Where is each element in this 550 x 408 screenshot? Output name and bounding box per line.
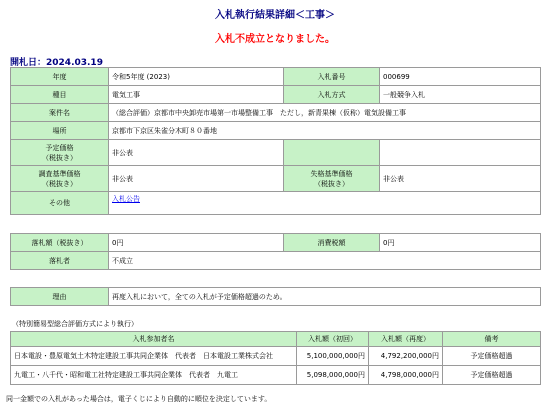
result-table <box>10 233 541 270</box>
reason-label: 理由 <box>11 288 109 306</box>
category-label: 種目 <box>11 86 109 104</box>
project-value: （総合評価）京都市中央卸売市場第一市場整備工事 ただし，新青果棟（仮称）電気設備工事 <box>109 104 541 122</box>
planned-price-label <box>11 140 109 166</box>
row-planned-price <box>11 140 541 166</box>
year-label: 年度 <box>11 68 109 86</box>
col-second-bid: 入札額（再度） <box>369 332 443 347</box>
col-remarks: 備考 <box>443 332 541 347</box>
survey-price-label-line1: 調査基準価格 <box>38 169 81 178</box>
other-value <box>109 192 541 215</box>
bidders-header-row <box>11 332 541 347</box>
row-year <box>11 68 541 86</box>
empty-value-cell <box>380 140 541 166</box>
award-amount-label: 落札額（税抜き） <box>11 234 109 252</box>
bid-first: 5,098,000,000円 <box>297 366 369 385</box>
project-label: 案件名 <box>11 104 109 122</box>
fail-price-label-line2: （税抜き） <box>314 179 349 188</box>
method-label: 入札方式 <box>284 86 380 104</box>
bidder-name: 日本電設・豊原電気土木特定建設工事共同企業体 代表者 日本電設工業株式会社 <box>11 347 297 366</box>
row-winner <box>11 252 541 270</box>
location-value: 京都市下京区朱雀分木町８０番地 <box>109 122 541 140</box>
bid-first: 5,100,000,000円 <box>297 347 369 366</box>
location-label: 場所 <box>11 122 109 140</box>
col-bidder-name: 入札参加者名 <box>11 332 297 347</box>
notice-link[interactable]: 入札公告 <box>112 195 140 203</box>
category-value: 電気工事 <box>109 86 284 104</box>
open-date-label: 開札日： <box>10 58 47 68</box>
planned-price-value: 非公表 <box>109 140 284 166</box>
tax-label: 消費税額 <box>284 234 380 252</box>
page-title: 入札執行結果詳細＜工事＞ <box>215 10 335 21</box>
empty-label-cell <box>284 140 380 166</box>
bid-remark: 予定価格超過 <box>443 366 541 385</box>
row-reason <box>11 288 541 306</box>
bid-no-value: 000699 <box>380 68 541 86</box>
bid-remark: 予定価格超過 <box>443 347 541 366</box>
survey-price-value: 非公表 <box>109 166 284 192</box>
method-value: 一般競争入札 <box>380 86 541 104</box>
bidder-name: 九電工・八千代・昭和電工社特定建設工事共同企業体 代表者 九電工 <box>11 366 297 385</box>
table-row <box>11 347 541 366</box>
row-project <box>11 104 541 122</box>
award-amount-value: 0円 <box>109 234 284 252</box>
winner-value: 不成立 <box>109 252 541 270</box>
col-first-bid: 入札額（初回） <box>297 332 369 347</box>
reason-table <box>10 287 541 306</box>
bid-second: 4,792,200,000円 <box>369 347 443 366</box>
open-date-value: 2024.03.19 <box>46 58 103 68</box>
table-row <box>11 366 541 385</box>
bidders-table <box>10 331 541 385</box>
details-table <box>10 67 541 215</box>
row-survey-price <box>11 166 541 192</box>
year-value: 令和5年度 (2023) <box>109 68 284 86</box>
evaluation-method-note: （特別簡易型総合評価方式により執行） <box>12 320 138 328</box>
tie-break-footnote: 同一金額での入札があった場合は，電子くじにより自動的に順位を決定しています。 <box>6 395 272 403</box>
tax-value: 0円 <box>380 234 541 252</box>
fail-price-label <box>284 166 380 192</box>
bid-no-label: 入札番号 <box>284 68 380 86</box>
row-location <box>11 122 541 140</box>
winner-label: 落札者 <box>11 252 109 270</box>
fail-price-label-line1: 失格基準価格 <box>310 169 353 178</box>
row-award <box>11 234 541 252</box>
row-other <box>11 192 541 215</box>
reason-value: 再度入札において，全ての入札が予定価格超過のため。 <box>109 288 541 306</box>
result-notice: 入札不成立となりました。 <box>215 34 335 45</box>
bid-second: 4,798,000,000円 <box>369 366 443 385</box>
fail-price-value: 非公表 <box>380 166 541 192</box>
planned-price-label-line1: 予定価格 <box>45 143 74 152</box>
survey-price-label-line2: （税抜き） <box>42 179 77 188</box>
survey-price-label <box>11 166 109 192</box>
other-label: その他 <box>11 192 109 215</box>
row-category <box>11 86 541 104</box>
planned-price-label-line2: （税抜き） <box>42 153 77 162</box>
